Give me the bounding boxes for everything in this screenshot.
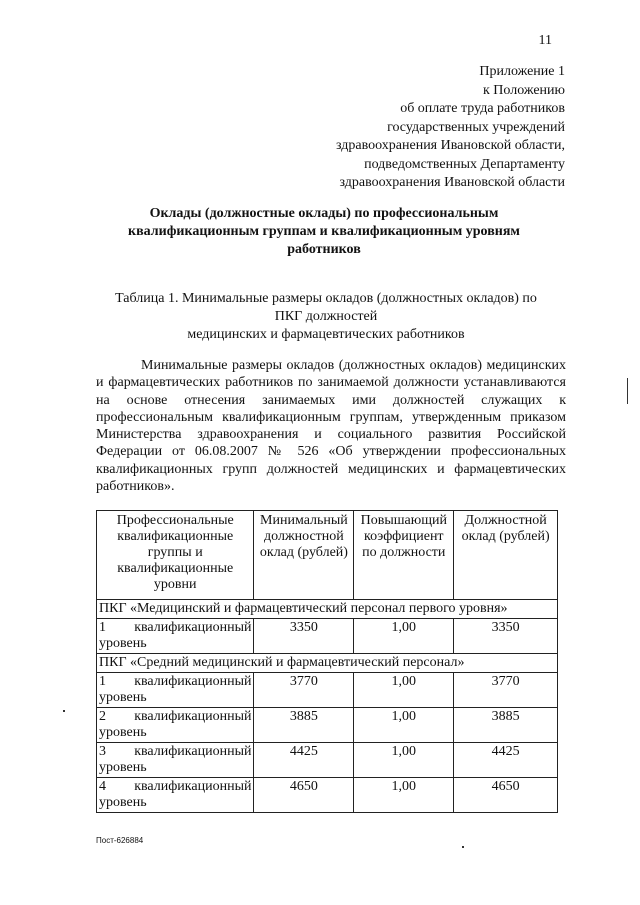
min-salary-cell: 3350 (254, 619, 354, 654)
level-cell: 1 квалификационный уровень (97, 673, 254, 708)
scan-mark (63, 710, 65, 712)
footer-code: Пост-626884 (96, 836, 144, 845)
appendix-line: к Положению (482, 82, 565, 98)
scan-mark (627, 378, 628, 404)
appendix-line: Приложение 1 (479, 64, 565, 79)
coefficient-cell: 1,00 (354, 673, 454, 708)
header-salary: Должностной оклад (рублей) (454, 511, 558, 600)
scan-mark (462, 846, 464, 848)
appendix-line: здравоохранения Ивановской области (339, 175, 565, 190)
main-title-line: Оклады (должностные оклады) по профессиональным (149, 206, 499, 221)
table-caption (86, 290, 566, 344)
table-row (97, 673, 558, 708)
table-caption-line: ПКГ должностей (274, 309, 378, 324)
header-min-salary: Минимальный должностной оклад (рублей) (254, 511, 354, 600)
min-salary-cell: 3770 (254, 673, 354, 708)
header-pkg-levels: Профессиональные квалификационные группы и квалификационные уровни (97, 511, 254, 600)
coefficient-cell: 1,00 (354, 708, 454, 743)
header-coefficient: Повышающий коэффициент по должности (354, 511, 454, 600)
coefficient-cell: 1,00 (354, 743, 454, 778)
appendix-line: государственных учреждений (387, 119, 565, 135)
page-number: 11 (538, 33, 552, 48)
main-title-line: квалификационным группам и квалификационным уровням (128, 224, 520, 239)
level-cell: 2 квалификационный уровень (97, 708, 254, 743)
table-row (97, 778, 558, 813)
table-row (97, 619, 558, 654)
table-row (97, 743, 558, 778)
appendix-line: здравоохранения Ивановской области, (336, 138, 565, 153)
salary-table (96, 510, 558, 813)
table-header-row (97, 511, 558, 600)
appendix-line: об оплате труда работников (400, 101, 565, 116)
group-title: ПКГ «Медицинский и фармацевтический персонал первого уровня» (97, 600, 558, 619)
main-title (100, 205, 548, 259)
level-cell: 4 квалификационный уровень (97, 778, 254, 813)
group-row (97, 654, 558, 673)
table-caption-line: медицинских и фармацевтических работников (187, 327, 465, 342)
main-title-line: работников (287, 242, 361, 257)
group-row (97, 600, 558, 619)
appendix-line: подведомственных Департаменту (364, 156, 565, 172)
coefficient-cell: 1,00 (354, 778, 454, 813)
salary-cell: 3770 (454, 673, 558, 708)
min-salary-cell: 4425 (254, 743, 354, 778)
level-cell: 3 квалификационный уровень (97, 743, 254, 778)
appendix-header (336, 63, 565, 193)
min-salary-cell: 4650 (254, 778, 354, 813)
level-cell: 1 квалификационный уровень (97, 619, 254, 654)
salary-cell: 4425 (454, 743, 558, 778)
group-title: ПКГ «Средний медицинский и фармацевтический персонал» (97, 654, 558, 673)
table-row (97, 708, 558, 743)
salary-cell: 3350 (454, 619, 558, 654)
salary-cell: 4650 (454, 778, 558, 813)
salary-cell: 3885 (454, 708, 558, 743)
min-salary-cell: 3885 (254, 708, 354, 743)
table-caption-line: Таблица 1. Минимальные размеры окладов (должностных окладов) по (115, 291, 537, 306)
coefficient-cell: 1,00 (354, 619, 454, 654)
intro-paragraph: Минимальные размеры окладов (должностных окладов) медицинских и фармацевтических работников по занимаемой должности устанавливаются на основе отнесения занимаемых ими должностей служащих к профессиональным квалификационным группам, утвержденным приказом Министерства здравоохранения и социального развития Российской Федерации от 06.08.2007 № 526 «Об утверждении профессиональных квалификационных групп должностей медицинских и фармацевтических работников». (96, 358, 566, 495)
